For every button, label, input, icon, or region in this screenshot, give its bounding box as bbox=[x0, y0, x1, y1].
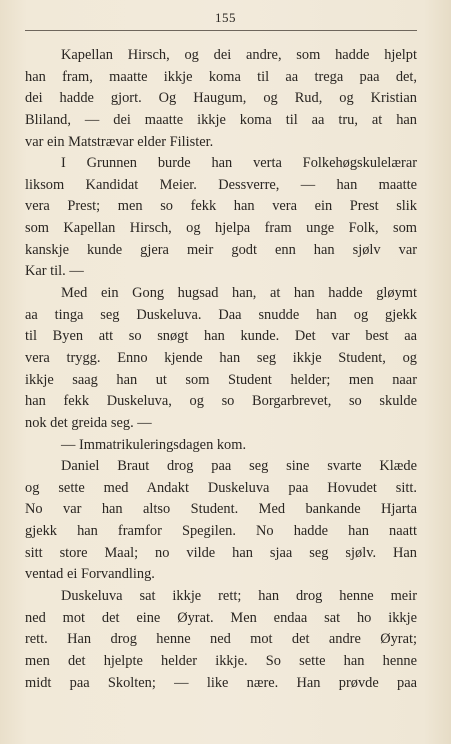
text-line: vera Prest; men so fekk han vera ein Prest slik bbox=[25, 198, 417, 215]
text-line: Duskeluva sat ikkje rett; han drog henne meir bbox=[61, 588, 417, 605]
text-line: ventad ei Forvandling. bbox=[25, 566, 155, 583]
text-line: gjekk han framfor Spegilen. No hadde han naatt bbox=[25, 523, 417, 540]
text-line: var ein Matstrævar elder Filister. bbox=[25, 133, 214, 150]
page-number: 155 bbox=[215, 10, 236, 25]
text-line: vera trygg. Enno kjende han seg ikkje Student, og bbox=[25, 349, 417, 366]
text-line: kanskje kunde gjera meir godt enn han sjølv var bbox=[25, 241, 417, 258]
text-line: Med ein Gong hugsad han, at han hadde gløymt bbox=[61, 285, 417, 302]
body-text bbox=[25, 45, 417, 694]
text-line: No var han altso Student. Med bankande Hjarta bbox=[25, 501, 417, 518]
text-line: midt paa Skolten; — like nære. Han prøvde paa bbox=[25, 674, 417, 691]
text-line: ikkje saag han ut som Student helder; men naar bbox=[25, 371, 417, 388]
text-line: nok det greida seg. — bbox=[25, 414, 152, 431]
header-rule bbox=[25, 30, 417, 31]
text-line: aa tinga seg Duskeluva. Daa snudde han og gjekk bbox=[25, 306, 417, 323]
text-line: men det hjelpte helder ikkje. So sette han henne bbox=[25, 652, 417, 669]
text-line: sitt store Maal; no vilde han sjaa seg sjølv. Han bbox=[25, 544, 417, 561]
text-line: Kar til. — bbox=[25, 263, 84, 280]
text-line: liksom Kandidat Meier. Dessverre, — han maatte bbox=[25, 176, 417, 193]
text-line: Kapellan Hirsch, og dei andre, som hadde hjelpt bbox=[61, 47, 417, 63]
text-line: — Immatrikuleringsdagen kom. bbox=[61, 436, 247, 453]
text-line: han fram, maatte ikkje koma til aa trega paa det, bbox=[25, 68, 417, 85]
text-line: dei hadde gjort. Og Haugum, og Rud, og Kristian bbox=[25, 90, 417, 107]
text-line: Bliland, — dei maatte ikkje koma til aa tru, at han bbox=[25, 111, 417, 128]
text-line: og sette med Andakt Duskeluva paa Hovudet sitt. bbox=[25, 479, 417, 496]
text-line: som Kapellan Hirsch, og hjelpa fram unge Folk, som bbox=[25, 220, 417, 237]
text-line: rett. Han drog henne ned mot det andre Øyrat; bbox=[25, 631, 417, 648]
text-line: til Byen att so snøgt han kunde. Det var best aa bbox=[25, 328, 417, 345]
text-line: I Grunnen burde han verta Folkehøgskulelærar bbox=[61, 155, 417, 172]
text-line: ned mot det eine Øyrat. Men endaa sat ho ikkje bbox=[25, 609, 417, 626]
text-line: Daniel Braut drog paa seg sine svarte Klæde bbox=[61, 458, 417, 475]
text-line: han fekk Duskeluva, og so Borgarbrevet, so skulde bbox=[25, 393, 417, 410]
